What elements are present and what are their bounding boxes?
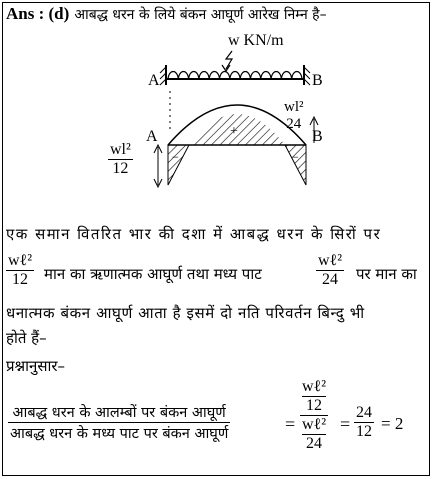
- equation-top-den: 12: [302, 396, 326, 415]
- support-a2-label: A: [146, 128, 158, 145]
- equation-bot-num: wℓ²: [302, 416, 327, 433]
- load-label: w KN/m: [228, 32, 284, 49]
- paragraph-line-4: होते हैं–: [6, 329, 47, 347]
- equation-ratio-num: 24: [356, 404, 372, 421]
- equation-complex-fraction: [300, 378, 328, 453]
- support-b2-label: B: [312, 128, 323, 145]
- plus-sign: +: [230, 124, 238, 139]
- paragraph-line-3: धनात्मक बंकन आघूर्ण आता है इसमें दो नति परिवर्तन बिन्दु भी: [6, 304, 365, 322]
- end-moment-den: 12: [108, 159, 133, 178]
- paragraph-fraction-2: [316, 252, 344, 289]
- equals-1: =: [285, 414, 296, 434]
- answer-heading: [6, 4, 327, 24]
- equation-lhs-den: आबद्ध धरन के मध्य पाट पर बंकन आघूर्ण: [8, 422, 230, 443]
- udl-loops: [168, 72, 302, 80]
- bending-moment-diagram: [0, 25, 434, 225]
- minus-right: −: [292, 150, 299, 164]
- equation-bot-den: 24: [302, 434, 326, 453]
- paragraph-line-1: एक समान वितरित भार की दशा में आबद्ध धरन के सिरों पर: [6, 225, 382, 243]
- fixed-support-b: [304, 65, 310, 85]
- equation-result: = 2: [381, 414, 404, 433]
- equals-2: =: [340, 414, 351, 434]
- end-moment-fraction: [108, 141, 133, 178]
- answer-label: Ans : (d): [6, 4, 70, 23]
- paragraph-fraction-1-den: 12: [6, 270, 34, 289]
- support-b-label: B: [312, 72, 323, 89]
- equation-lhs: [8, 402, 230, 443]
- mid-moment-den: 24: [286, 116, 302, 132]
- end-moment-num: wl²: [110, 141, 131, 158]
- paragraph-fraction-1-num: wℓ²: [8, 252, 33, 269]
- bmd-lower-curve: [168, 185, 306, 205]
- minus-left: −: [172, 150, 179, 164]
- paragraph-fraction-2-num: wℓ²: [318, 252, 343, 269]
- paragraph-text-2b: पर मान का: [356, 265, 417, 283]
- paragraph-fraction-2-den: 24: [316, 270, 344, 289]
- fixed-support-a: [160, 65, 166, 85]
- answer-heading-text: आबद्ध धरन के लिये बंकन आघूर्ण आरेख निम्न है–: [74, 7, 327, 23]
- support-a-label: A: [148, 72, 160, 89]
- equation-top-num: wℓ²: [302, 378, 327, 395]
- equation-lhs-num: आबद्ध धरन के आलम्बों पर बंकन आघूर्ण: [12, 405, 226, 421]
- mid-moment-fraction: [282, 99, 306, 133]
- prashna-label: प्रश्नानुसार–: [6, 357, 66, 375]
- paragraph-text-2a: मान का ऋणात्मक आघूर्ण तथा मध्य पाट: [44, 265, 262, 283]
- mid-moment-num: wl²: [284, 99, 304, 115]
- equation-ratio-den: 12: [356, 423, 372, 440]
- paragraph-fraction-1: [6, 252, 34, 289]
- equation-ratio: [354, 404, 374, 441]
